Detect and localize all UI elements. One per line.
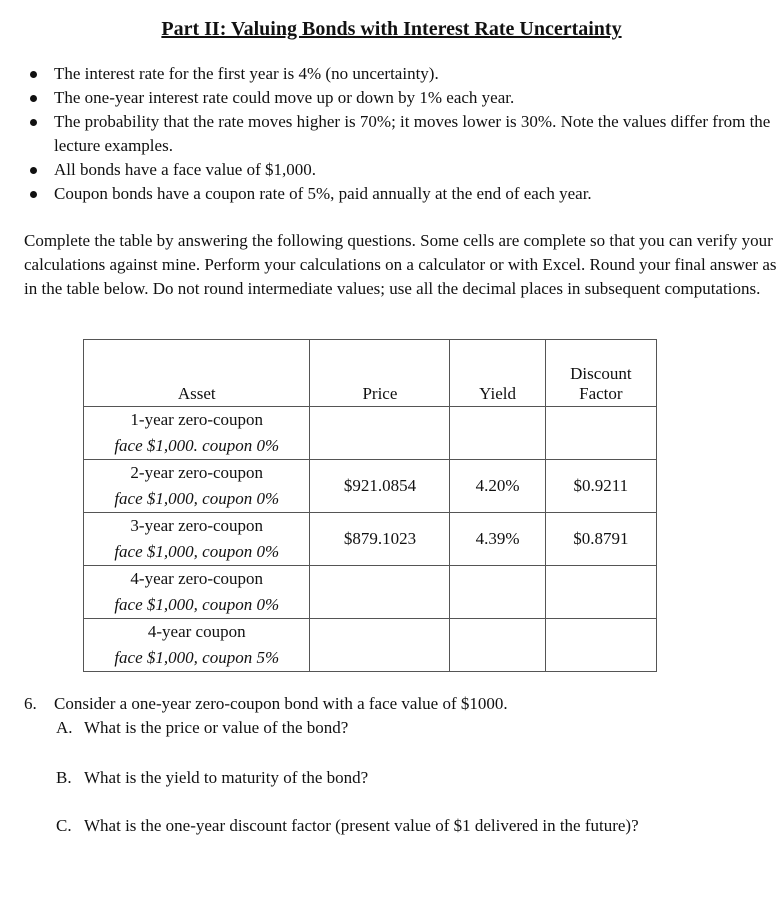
asset-cell — [84, 460, 310, 513]
question-6 — [24, 692, 780, 716]
question-number: 6. — [24, 694, 37, 713]
asset-name: 4-year zero-coupon — [130, 569, 264, 588]
price-cell: $879.1023 — [310, 513, 450, 566]
header-yield: Yield — [450, 340, 545, 407]
table-row — [84, 566, 657, 619]
asset-name: 4-year coupon — [147, 622, 246, 641]
subquestion-b — [56, 766, 780, 790]
discount-factor-cell — [545, 566, 656, 619]
bullet-item: Coupon bonds have a coupon rate of 5%, paid annually at the end of each year. — [26, 182, 776, 206]
subquestion-letter: A. — [56, 718, 73, 737]
asset-cell — [84, 407, 310, 460]
table-row — [84, 407, 657, 460]
asset-cell — [84, 513, 310, 566]
subquestion-text: What is the price or value of the bond? — [84, 718, 349, 737]
bullet-item: The interest rate for the first year is 4% (no uncertainty). — [26, 62, 776, 86]
header-price: Price — [310, 340, 450, 407]
instructions-paragraph: Complete the table by answering the following questions. Some cells are complete so that you can verify your calculations against mine. Perform your calculations on a calculator or with Excel. Round your final answer as in the table below. Do not round intermediate values; use all the decimal places in subsequent computations. — [24, 231, 777, 298]
bullet-item: The one-year interest rate could move up or down by 1% each year. — [26, 86, 776, 110]
header-discount-factor — [545, 340, 656, 407]
yield-cell: 4.20% — [450, 460, 545, 513]
page-title: Part II: Valuing Bonds with Interest Rate Uncertainty — [161, 18, 622, 40]
subquestion-text: What is the yield to maturity of the bond? — [84, 768, 369, 787]
subquestion-text: What is the one-year discount factor (present value of $1 delivered in the future)? — [84, 816, 639, 835]
asset-name: 2-year zero-coupon — [130, 463, 264, 482]
subquestion-letter: C. — [56, 816, 72, 835]
price-cell: $921.0854 — [310, 460, 450, 513]
bond-valuation-table — [83, 339, 657, 672]
price-cell — [310, 407, 450, 460]
header-asset: Asset — [84, 340, 310, 407]
discount-factor-cell: $0.8791 — [545, 513, 656, 566]
table-row — [84, 513, 657, 566]
asset-terms: face $1,000, coupon 0% — [114, 489, 280, 508]
yield-cell — [450, 407, 545, 460]
asset-cell — [84, 566, 310, 619]
asset-terms: face $1,000. coupon 0% — [114, 436, 280, 455]
table-header-row — [84, 340, 657, 407]
yield-cell — [450, 619, 545, 672]
yield-cell: 4.39% — [450, 513, 545, 566]
asset-terms: face $1,000, coupon 0% — [114, 542, 280, 561]
price-cell — [310, 619, 450, 672]
price-cell — [310, 566, 450, 619]
header-discount-line1: Discount — [570, 364, 632, 383]
discount-factor-cell — [545, 407, 656, 460]
question-text: Consider a one-year zero-coupon bond with a face value of $1000. — [54, 694, 508, 713]
asset-name: 1-year zero-coupon — [130, 410, 264, 429]
header-discount-line2: Factor — [579, 384, 623, 403]
subquestion-letter: B. — [56, 768, 72, 787]
discount-factor-cell — [545, 619, 656, 672]
yield-cell — [450, 566, 545, 619]
asset-cell — [84, 619, 310, 672]
subquestion-a — [56, 716, 780, 740]
assumptions-list — [26, 62, 776, 206]
bullet-item: The probability that the rate moves higher is 70%; it moves lower is 30%. Note the values differ from the lecture examples. — [26, 110, 776, 158]
question-block — [24, 692, 780, 838]
discount-factor-cell: $0.9211 — [545, 460, 656, 513]
table-row — [84, 460, 657, 513]
subquestion-c — [56, 814, 780, 838]
table-row — [84, 619, 657, 672]
asset-terms: face $1,000, coupon 0% — [114, 595, 280, 614]
bullet-item: All bonds have a face value of $1,000. — [26, 158, 776, 182]
asset-name: 3-year zero-coupon — [130, 516, 264, 535]
asset-terms: face $1,000, coupon 5% — [114, 648, 280, 667]
